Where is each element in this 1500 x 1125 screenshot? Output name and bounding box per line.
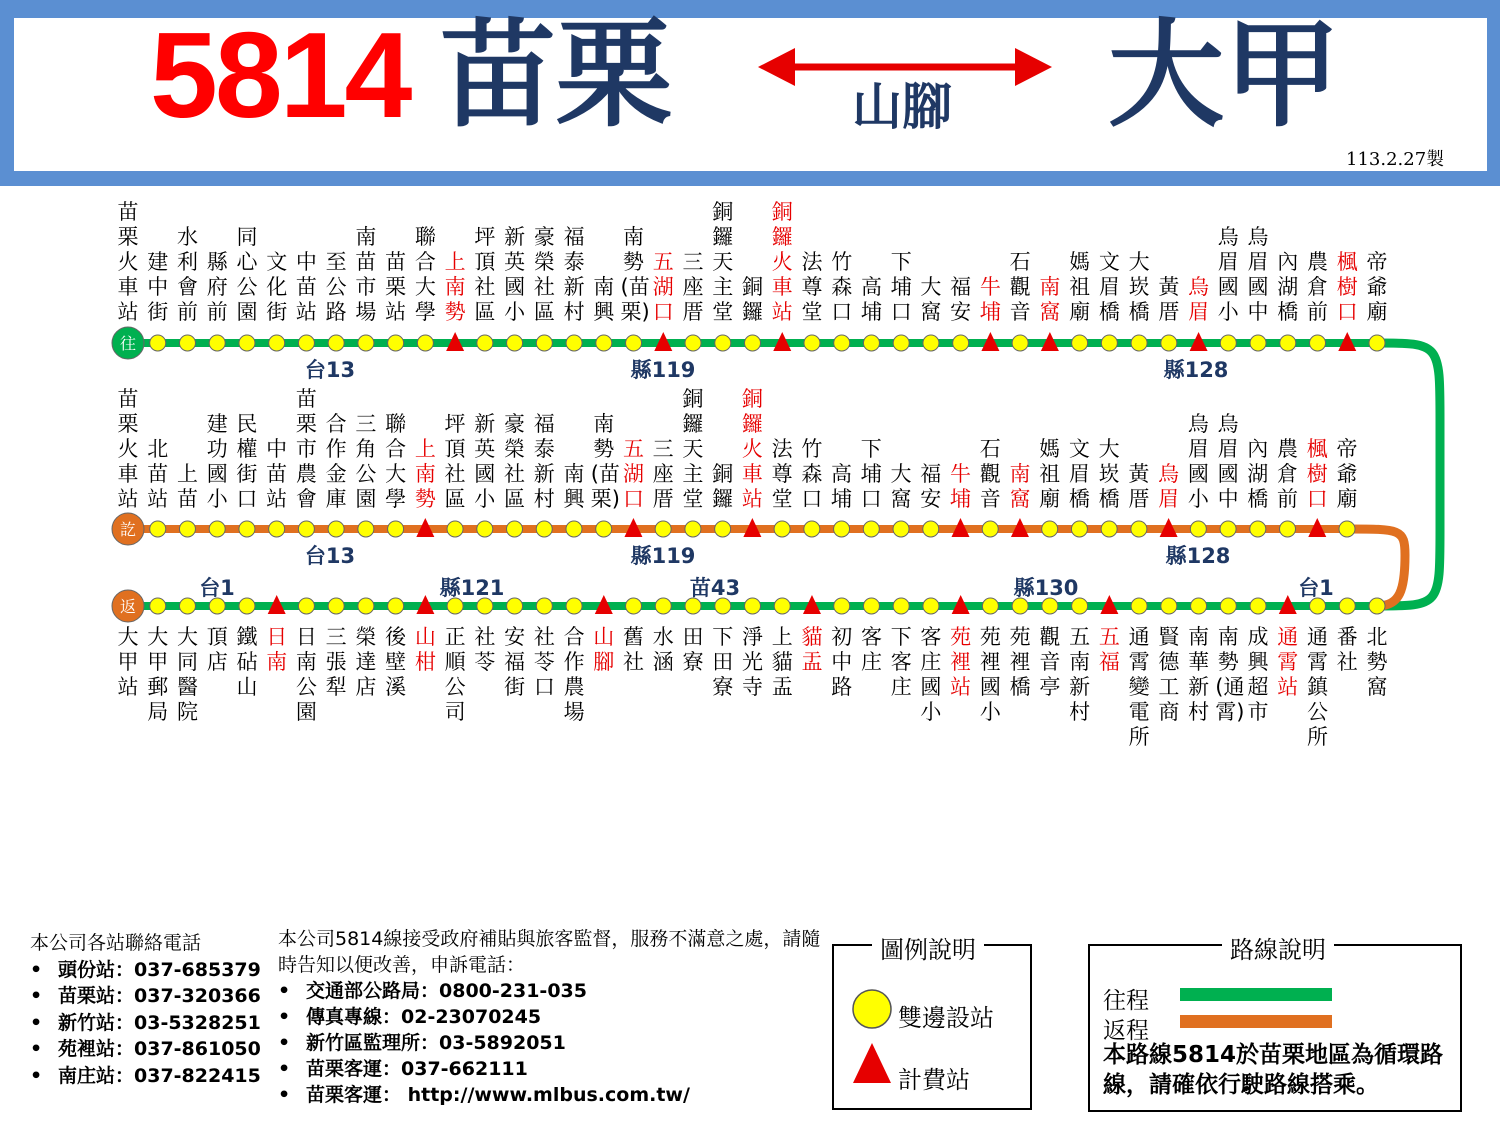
road-label: 縣128	[1165, 544, 1231, 568]
stop-dot	[209, 335, 225, 351]
stop-dot	[893, 335, 909, 351]
stop-label: 安福街	[504, 625, 526, 699]
stop-dot	[179, 521, 195, 537]
stop-label: 銅鑼	[712, 462, 734, 511]
stop-dot	[863, 335, 879, 351]
stop-label: 苗栗市農會	[295, 387, 317, 511]
stop-label: 烏眉	[1188, 275, 1210, 324]
stop-label: 竹森口	[831, 250, 853, 324]
notice-item: • 苗栗客運：037-662111	[278, 1056, 838, 1082]
stop-label: 社苓口	[533, 625, 555, 699]
stop-label: 苑裡站	[950, 625, 972, 699]
stop-label: 中苗站	[266, 437, 288, 511]
legend-symbols	[848, 985, 898, 1090]
outbound-legend-label: 往程	[1103, 988, 1149, 1014]
stop-dot	[626, 335, 642, 351]
stop-label: 銅鑼火車站	[771, 200, 793, 324]
stop-label: 同心公園	[236, 225, 258, 324]
stop-label: 福安	[950, 275, 972, 324]
stop-dot	[834, 335, 850, 351]
contacts-section	[30, 930, 261, 1089]
stop-dot	[982, 598, 998, 614]
stop-dot	[1101, 335, 1117, 351]
stop-dot	[804, 335, 820, 351]
stop-label: 銅鑼	[742, 275, 763, 324]
stop-label: 五南新村	[1069, 625, 1091, 724]
stop-label: 成興超市	[1247, 625, 1269, 724]
road-label: 台13	[304, 358, 356, 382]
stop-label: 福安	[920, 462, 942, 511]
stop-label: 通霄鎮公所	[1307, 625, 1329, 749]
stop-label: 楓樹口	[1306, 437, 1328, 511]
stop-label: 南窩	[1009, 462, 1031, 511]
stop-dot	[507, 598, 523, 614]
stop-label: 聯合大學	[414, 225, 436, 324]
destination-name: 大甲	[1108, 8, 1340, 143]
stop-label: 上南勢	[444, 250, 466, 324]
stop-dot	[1220, 335, 1236, 351]
stop-label: 南華新村	[1188, 625, 1210, 724]
stop-label: 銅鑼火車站	[741, 387, 763, 511]
return-legend-label: 返程	[1103, 1018, 1149, 1044]
stop-label: 山腳	[593, 625, 615, 674]
stop-label: 大崁橋	[1098, 437, 1120, 511]
second-badge-label: 訖	[119, 520, 137, 539]
stop-dot	[150, 335, 166, 351]
stop-dot	[1131, 335, 1147, 351]
stop-dot	[863, 598, 879, 614]
stop-label: 三座厝	[682, 250, 704, 324]
stop-label: 新英國小	[474, 412, 496, 511]
stop-dot	[150, 598, 166, 614]
stop-label: 番社	[1336, 625, 1358, 674]
road-label: 台1	[199, 576, 235, 600]
stop-label: 三座厝	[652, 437, 674, 511]
stop-label: 文眉橋	[1098, 250, 1120, 324]
stop-label: 牛埔	[979, 275, 1001, 324]
stop-dot	[1310, 335, 1326, 351]
stop-label: 苑裡國小	[979, 625, 1001, 724]
stop-dot	[804, 521, 820, 537]
stop-label: 上苗	[176, 462, 198, 511]
stop-dot	[328, 335, 344, 351]
stop-label: 苗栗站	[385, 250, 407, 324]
stop-label: 頂店	[206, 625, 228, 674]
stop-label: 帝爺廟	[1336, 437, 1358, 511]
stop-label: 豪榮社區	[533, 225, 555, 324]
stop-label: 農倉前	[1307, 250, 1329, 324]
stop-label: 媽祖廟	[1039, 437, 1061, 511]
legend-fare-label: 計費站	[898, 1066, 970, 1094]
notice-text: 本公司5814線接受政府補貼與旅客監督，服務不滿意之處，請隨時告知以便改善，申訴電話：	[278, 928, 821, 976]
stop-label: 牛埔	[949, 462, 971, 511]
stop-label: 南勢(苗栗)	[590, 412, 620, 511]
stop-label: 建中街	[147, 250, 169, 324]
stop-dot	[774, 521, 790, 537]
stop-dot	[388, 335, 404, 351]
stop-label: 下田寮	[712, 625, 734, 699]
stop-dot	[1190, 521, 1206, 537]
stop-label: 坪頂社區	[444, 412, 466, 511]
stop-dot-icon	[853, 990, 891, 1028]
stop-label: 大窩	[890, 462, 912, 511]
stop-dot	[1280, 521, 1296, 537]
stop-label: 合作金庫	[325, 412, 347, 511]
stop-label: 大崁橋	[1128, 250, 1150, 324]
stop-dot	[328, 521, 344, 537]
stop-label: 水利會前	[176, 225, 198, 324]
stop-dot	[745, 335, 761, 351]
stop-label: 三張犁	[325, 625, 347, 699]
stop-label: 法尊堂	[801, 250, 823, 324]
stop-label: 至公路	[325, 250, 347, 324]
fare-triangle-icon	[853, 1043, 891, 1083]
stop-dot	[596, 335, 612, 351]
notice-list	[278, 978, 838, 1108]
stop-label: 南興	[593, 275, 615, 324]
outbound-swatch	[1180, 988, 1332, 1001]
stop-label: 舊社	[623, 625, 645, 674]
stop-label: 農倉前	[1277, 437, 1299, 511]
stop-label: 豪榮社區	[504, 412, 525, 511]
stop-label: 初中路	[831, 625, 853, 699]
stop-dot	[477, 598, 493, 614]
stop-dot	[358, 521, 374, 537]
stop-label: 五福	[1098, 625, 1120, 674]
via-name: 山腳	[852, 78, 952, 136]
stop-dot	[774, 598, 790, 614]
stop-dot	[1042, 598, 1058, 614]
stop-label: 楓樹口	[1336, 250, 1358, 324]
stop-label: 三角公園	[355, 412, 377, 511]
stop-label: 黃厝	[1158, 275, 1180, 324]
stop-dot	[536, 521, 552, 537]
stop-label: 縣府前	[206, 250, 228, 324]
stop-dot	[536, 335, 552, 351]
stop-dot	[1369, 598, 1385, 614]
contact-item: • 頭份站：037-685379	[30, 957, 261, 984]
road-label: 台1	[1298, 576, 1334, 600]
stop-label: 南窩	[1039, 275, 1061, 324]
stop-dot	[269, 521, 285, 537]
stop-dot	[655, 521, 671, 537]
stop-label: 竹森口	[801, 437, 823, 511]
stop-label: 銅鑼天主堂	[712, 200, 734, 324]
stop-label: 後壁溪	[385, 625, 407, 699]
stop-dot	[239, 598, 255, 614]
stop-label: 聯合大學	[385, 412, 407, 511]
stop-label: 下埔口	[890, 250, 912, 324]
stop-label: 日南公園	[295, 625, 317, 724]
return-loop-curve	[1347, 529, 1405, 606]
stop-dot	[1250, 521, 1266, 537]
route-note: 本路線5814於苗栗地區為循環路線，請確依行駛路線搭乘。	[1103, 1042, 1444, 1098]
stop-label: 內湖橋	[1247, 437, 1269, 511]
stop-dot	[388, 598, 404, 614]
stop-label: 南苗市場	[355, 225, 377, 324]
stop-label: 榮達店	[355, 625, 377, 699]
stop-dot	[477, 335, 493, 351]
origin-name: 苗栗	[440, 8, 672, 143]
road-label: 縣119	[630, 544, 696, 568]
contact-item: • 新竹站：03-5328251	[30, 1010, 261, 1037]
stop-label: 中苗站	[295, 250, 317, 324]
contact-item: • 南庄站：037-822415	[30, 1063, 261, 1090]
stop-dot	[1339, 521, 1355, 537]
stop-label: 田寮	[682, 625, 704, 674]
stop-dot	[1250, 598, 1266, 614]
contact-item: • 苗栗站：037-320366	[30, 983, 261, 1010]
stop-dot	[834, 598, 850, 614]
stop-label: 南勢(苗栗)	[620, 225, 650, 324]
stop-label: 觀音亭	[1039, 625, 1061, 699]
stop-dot	[358, 598, 374, 614]
stop-label: 賢德工商	[1158, 625, 1180, 724]
stop-dot	[1191, 598, 1207, 614]
stop-dot	[1369, 335, 1385, 351]
stop-label: 石觀音	[979, 437, 1001, 511]
stop-label: 客庄國小	[920, 625, 942, 724]
bidirectional-arrow-icon	[758, 48, 1052, 86]
contacts-title: 本公司各站聯絡電話	[30, 932, 202, 954]
stop-dot	[596, 521, 612, 537]
stop-dot	[685, 521, 701, 537]
stop-dot	[1012, 335, 1028, 351]
return-badge-label: 返	[119, 597, 137, 616]
stop-label: 銅鑼天主堂	[682, 387, 704, 511]
stop-dot	[298, 521, 314, 537]
stop-dot	[715, 521, 731, 537]
stop-dot	[417, 335, 433, 351]
stop-dot	[566, 335, 582, 351]
stop-label: 上貓盂	[771, 625, 793, 699]
stop-dot	[447, 598, 463, 614]
stop-label: 南勢(通霄)	[1215, 625, 1245, 724]
stop-dot	[715, 335, 731, 351]
stop-label: 烏眉國小	[1187, 412, 1209, 511]
stop-dot	[566, 521, 582, 537]
stop-label: 貓盂	[801, 625, 823, 674]
stop-label: 淨光寺	[742, 625, 763, 699]
contacts-list	[30, 957, 261, 1090]
stop-dot	[626, 598, 642, 614]
stop-label: 福泰新村	[533, 412, 555, 511]
stop-label: 五湖口	[652, 250, 674, 324]
stop-label: 新英國小	[504, 225, 526, 324]
stop-label: 帝爺廟	[1366, 250, 1388, 324]
stop-dot	[685, 335, 701, 351]
stop-dot	[179, 598, 195, 614]
stop-label: 下埔口	[860, 437, 882, 511]
stop-dot	[1042, 521, 1058, 537]
road-label: 縣121	[439, 576, 505, 600]
stop-label: 烏眉國中	[1217, 412, 1239, 511]
road-label: 台13	[304, 544, 356, 568]
stop-dot	[269, 335, 285, 351]
stop-label: 福泰新村	[563, 225, 585, 324]
legend-stop-label: 雙邊設站	[898, 1004, 994, 1032]
stop-label: 苑裡橋	[1009, 625, 1031, 699]
stop-dot	[745, 598, 761, 614]
stop-dot	[150, 521, 166, 537]
stop-label: 坪頂社區	[474, 225, 496, 324]
route-legend-title: 路線說明	[1222, 930, 1334, 965]
stop-label: 大甲郵局	[147, 625, 169, 724]
complaint-notice	[278, 926, 838, 1108]
notice-item: • 苗栗客運： http://www.mlbus.com.tw/	[278, 1082, 838, 1108]
stop-label: 南興	[563, 462, 585, 511]
stop-dot	[982, 521, 998, 537]
stop-label: 高埔	[860, 275, 882, 324]
contact-item: • 苑裡站：037-861050	[30, 1036, 261, 1063]
stop-label: 下客庄	[890, 625, 912, 699]
stop-dot	[1220, 598, 1236, 614]
stop-dot	[923, 335, 939, 351]
stop-dot	[893, 521, 909, 537]
stop-dot	[328, 598, 344, 614]
stop-label: 文眉橋	[1068, 437, 1090, 511]
stop-dot	[1220, 521, 1236, 537]
stop-label: 高埔	[831, 462, 853, 511]
notice-item: • 新竹區監理所：03-5892051	[278, 1030, 838, 1056]
stop-dot	[298, 598, 314, 614]
stop-dot	[893, 598, 909, 614]
stop-label: 社苓	[474, 625, 496, 674]
outbound-badge-label: 往	[119, 334, 137, 353]
stop-dot	[1310, 598, 1326, 614]
road-label: 縣128	[1163, 358, 1229, 382]
stop-dot	[1131, 598, 1147, 614]
stop-dot	[923, 598, 939, 614]
stop-label: 山柑	[414, 625, 436, 674]
stop-dot	[1161, 335, 1177, 351]
stop-label: 大窩	[920, 275, 942, 324]
stop-dot	[477, 521, 493, 537]
stop-label: 法尊堂	[771, 437, 793, 511]
stop-label: 文化街	[266, 250, 288, 324]
stop-dot	[923, 521, 939, 537]
stop-label: 苗栗火車站	[117, 200, 139, 324]
stop-label: 通霄站	[1277, 625, 1299, 699]
stop-label: 建功國小	[206, 412, 228, 511]
stop-dot	[685, 598, 701, 614]
stop-label: 民權街口	[236, 412, 258, 511]
stop-label: 日南	[266, 625, 288, 674]
stop-dot	[1012, 598, 1028, 614]
stop-label: 客庄	[860, 625, 882, 674]
stop-dot	[1072, 598, 1088, 614]
stop-label: 大甲站	[117, 625, 139, 699]
stop-dot	[715, 598, 731, 614]
stop-dot	[1071, 521, 1087, 537]
stop-dot	[1280, 335, 1296, 351]
stop-dot	[953, 335, 969, 351]
road-label: 縣130	[1013, 576, 1079, 600]
stop-dot	[507, 335, 523, 351]
stop-label: 烏眉國中	[1247, 225, 1269, 324]
stop-dot	[1339, 598, 1355, 614]
stop-dot	[239, 521, 255, 537]
stop-label: 北苗站	[147, 437, 169, 511]
stop-label: 黃厝	[1128, 462, 1150, 511]
stop-dot	[209, 521, 225, 537]
stop-label: 合作農場	[563, 625, 585, 724]
stop-dot	[447, 521, 463, 537]
stop-dot	[239, 335, 255, 351]
stop-label: 烏眉	[1158, 462, 1180, 511]
stop-dot	[388, 521, 404, 537]
stop-dot	[179, 335, 195, 351]
made-date: 113.2.27製	[1346, 149, 1445, 170]
stop-label: 烏眉國小	[1217, 225, 1239, 324]
stop-dot	[1131, 521, 1147, 537]
stop-dot	[298, 335, 314, 351]
stop-dot	[1072, 335, 1088, 351]
stop-dot	[536, 598, 552, 614]
stop-dot	[358, 335, 374, 351]
stop-dot	[566, 598, 582, 614]
stop-dot	[834, 521, 850, 537]
stop-label: 上南勢	[414, 437, 436, 511]
stop-label: 苗栗火車站	[117, 387, 139, 511]
stop-label: 大同醫院	[176, 625, 198, 724]
stop-label: 北勢窩	[1366, 625, 1388, 699]
stop-label: 鐵砧山	[236, 625, 258, 699]
notice-item: • 傳真專線：02-23070245	[278, 1004, 838, 1030]
stop-label: 水涵	[652, 625, 674, 674]
notice-item: • 交通部公路局：0800-231-035	[278, 978, 838, 1004]
stop-dot	[863, 521, 879, 537]
stop-dot	[1250, 335, 1266, 351]
stop-dot	[1161, 598, 1177, 614]
route-number: 5814	[150, 7, 410, 143]
stop-label: 五湖口	[622, 437, 644, 511]
stop-label: 通霄變電所	[1128, 625, 1150, 749]
stop-label: 內湖橋	[1277, 250, 1299, 324]
stop-dot	[655, 598, 671, 614]
symbol-legend-title: 圖例說明	[872, 930, 984, 965]
stop-label: 石觀音	[1009, 250, 1031, 324]
stop-dot	[507, 521, 523, 537]
stop-dot	[209, 598, 225, 614]
stop-label: 媽祖廟	[1069, 250, 1091, 324]
road-label: 縣119	[630, 358, 696, 382]
stop-label: 正順公司	[444, 625, 466, 724]
road-label: 苗43	[689, 576, 741, 600]
return-swatch	[1180, 1015, 1332, 1028]
stop-dot	[1101, 521, 1117, 537]
